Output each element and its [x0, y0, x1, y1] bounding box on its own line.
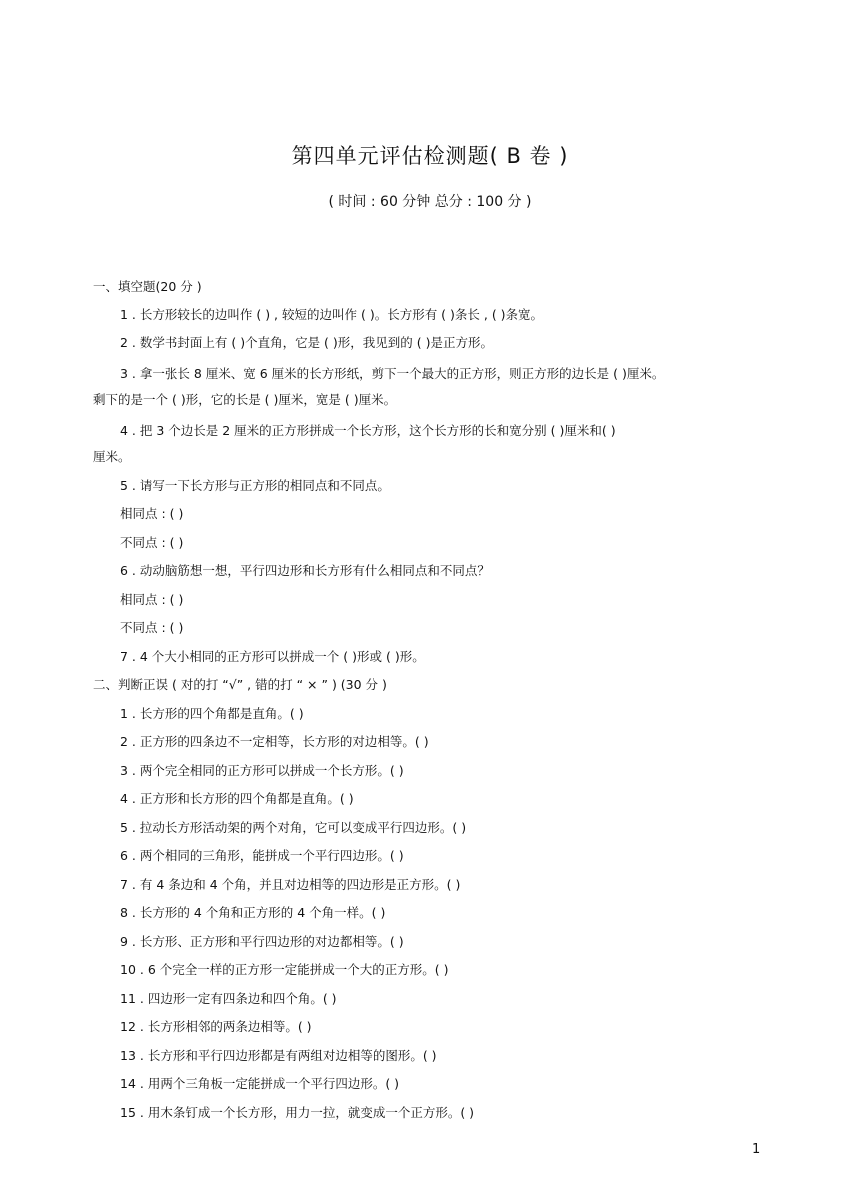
judge-item: 2 . 正方形的四条边不一定相等，长方形的对边相等。( ) — [120, 734, 429, 749]
question-1-6-same: 相同点 : ( ) — [120, 592, 184, 607]
judge-item: 11 . 四边形一定有四条边和四个角。( ) — [120, 991, 337, 1006]
judge-item: 10 . 6 个完全一样的正方形一定能拼成一个大的正方形。( ) — [120, 962, 449, 977]
question-1-7: 7 . 4 个大小相同的正方形可以拼成一个 ( )形或 ( )形。 — [120, 649, 425, 664]
question-1-6-diff: 不同点 : ( ) — [120, 620, 184, 635]
section-heading-true-false: 二、判断正误 ( 对的打 “√” , 错的打 “ × ” ) (30 分 ) — [93, 677, 387, 692]
page-number: 1 — [752, 1142, 761, 1157]
exam-info: ( 时间 : 60 分钟 总分 : 100 分 ) — [328, 194, 532, 210]
question-1-1: 1 . 长方形较长的边叫作 ( ) , 较短的边叫作 ( )。长方形有 ( )条长 , ( )条宽。 — [120, 307, 544, 322]
judge-item: 1 . 长方形的四个角都是直角。( ) — [120, 706, 304, 721]
judge-item: 9 . 长方形、正方形和平行四边形的对边都相等。( ) — [120, 934, 404, 949]
question-1-5-diff: 不同点 : ( ) — [120, 535, 184, 550]
judge-item: 3 . 两个完全相同的正方形可以拼成一个长方形。( ) — [120, 763, 404, 778]
question-1-3: 3 . 拿一张长 8 厘米、宽 6 厘米的长方形纸，剪下一个最大的正方形，则正方形的边长是 ( )厘米。 — [120, 366, 665, 381]
judge-item: 7 . 有 4 条边和 4 个角，并且对边相等的四边形是正方形。( ) — [120, 877, 461, 892]
judge-item: 12 . 长方形相邻的两条边相等。( ) — [120, 1019, 312, 1034]
question-1-5: 5 . 请写一下长方形与正方形的相同点和不同点。 — [120, 478, 390, 493]
judge-item: 8 . 长方形的 4 个角和正方形的 4 个角一样。( ) — [120, 905, 386, 920]
judge-item: 5 . 拉动长方形活动架的两个对角，它可以变成平行四边形。( ) — [120, 820, 467, 835]
question-1-6: 6 . 动动脑筋想一想，平行四边形和长方形有什么相同点和不同点？ — [120, 563, 490, 578]
question-1-4: 4 . 把 3 个边长是 2 厘米的正方形拼成一个长方形，这个长方形的长和宽分别 ( )厘米和( ) — [120, 423, 616, 438]
judge-item: 14 . 用两个三角板一定能拼成一个平行四边形。( ) — [120, 1076, 400, 1091]
question-1-5-same: 相同点 : ( ) — [120, 506, 184, 521]
question-1-2: 2 . 数学书封面上有 ( )个直角，它是 ( )形，我见到的 ( )是正方形。 — [120, 335, 493, 350]
section-heading-fill-blank: 一、填空题(20 分 ) — [93, 279, 202, 294]
judge-item: 4 . 正方形和长方形的四个角都是直角。( ) — [120, 791, 354, 806]
judge-item: 6 . 两个相同的三角形，能拼成一个平行四边形。( ) — [120, 848, 404, 863]
judge-item: 15 . 用木条钉成一个长方形，用力一拉，就变成一个正方形。( ) — [120, 1105, 475, 1120]
question-1-4-continued: 厘米。 — [93, 449, 131, 464]
question-1-3-continued: 剩下的是一个 ( )形，它的长是 ( )厘米，宽是 ( )厘米。 — [93, 392, 397, 407]
page-title: 第四单元评估检测题( B 卷 ) — [291, 144, 569, 168]
judge-item: 13 . 长方形和平行四边形都是有两组对边相等的图形。( ) — [120, 1048, 437, 1063]
